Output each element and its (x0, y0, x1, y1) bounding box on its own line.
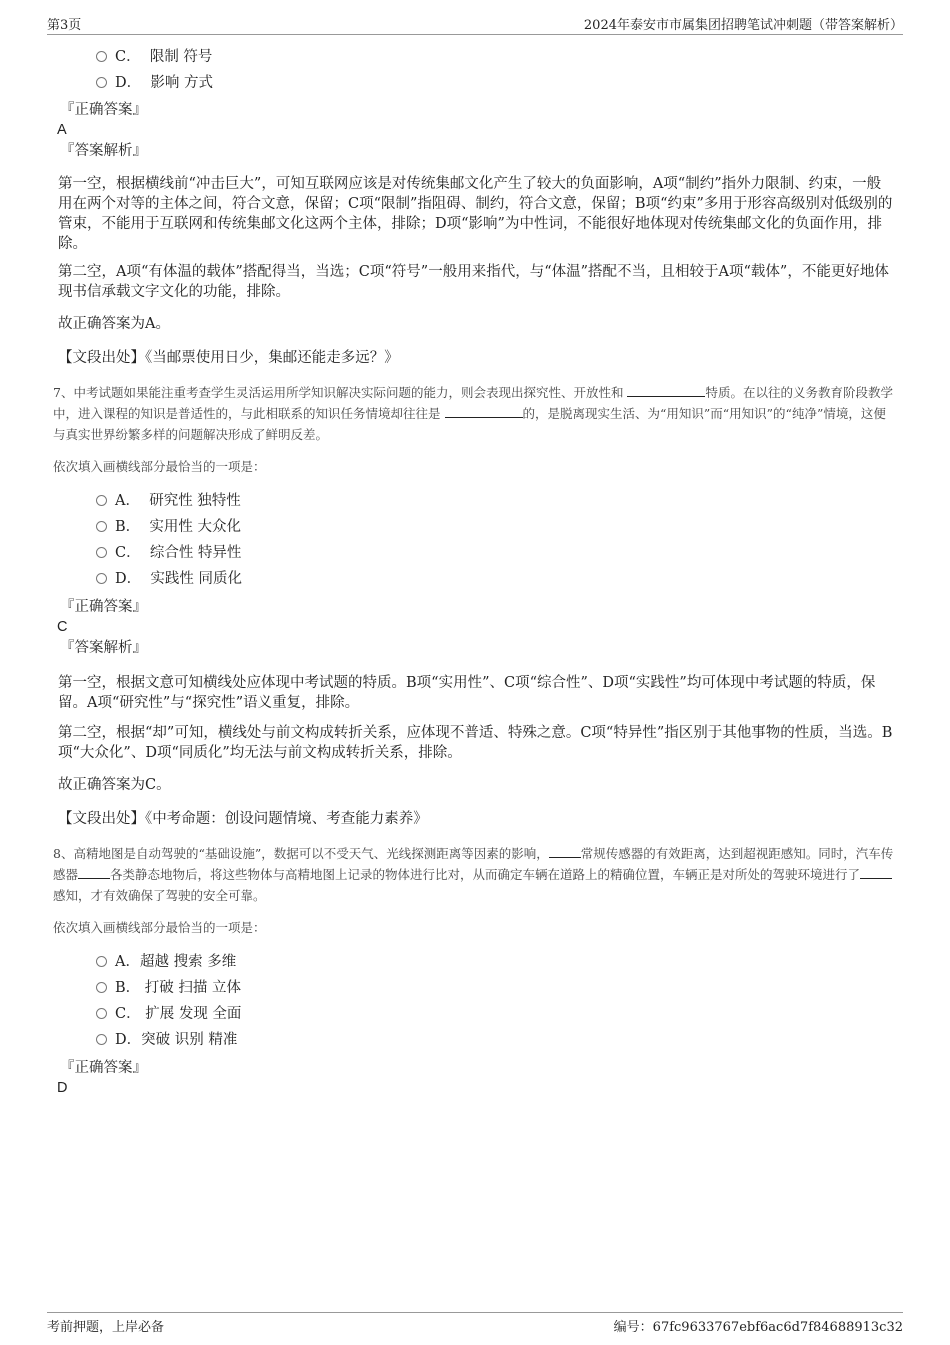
q7-analysis-para-2: 第二空，根据“却”可知，横线处与前文构成转折关系，应体现不普适、特殊之意。C项“特异性”指区别于其他事物的性质，当选。B项“大众化”、D项“同质化”均无法与前文构成转折关系，排除。 (58, 725, 893, 761)
radio-icon[interactable] (96, 573, 107, 584)
q7-answer: C (57, 619, 68, 635)
q6-source: 【文段出处】《当邮票使用日少，集邮还能走多远？》 (58, 350, 399, 366)
q8-option-c[interactable]: C． 扩展 发现 全面 (96, 1004, 241, 1024)
page-number: 第3页 (47, 18, 82, 33)
footer-slogan: 考前押题，上岸必备 (47, 1320, 165, 1335)
q6-analysis-label: 『答案解析』 (60, 143, 147, 159)
q7-stem: 7、中考试题如果能注重考查学生灵活运用所学知识解决实际问题的能力，则会表现出探究性、开放性和 特质。在以往的义务教育阶段教学中，进入课程的知识是普适性的，与此相联系的知识任务情境却往往是 的，是脱离现实生活、为“用知识”而“用知识”的“纯净”情境，这便与真实世界纷繁多样的问题解决形成了鲜明反差。 (53, 382, 898, 445)
q7-blank-1 (627, 382, 705, 397)
q8-option-a[interactable]: A．超越 搜索 多维 (96, 952, 236, 972)
radio-icon[interactable] (96, 956, 107, 967)
page-footer (47, 1312, 903, 1335)
q7-option-b[interactable]: B． 实用性 大众化 (96, 517, 241, 537)
document-title: 2024年泰安市市属集团招聘笔试冲刺题（带答案解析） (583, 18, 903, 33)
page-header (47, 14, 903, 35)
q6-option-d[interactable]: D． 影响 方式 (96, 73, 213, 93)
radio-icon[interactable] (96, 51, 107, 62)
q6-analysis-para-1: 第一空，根据横线前“冲击巨大”，可知互联网应该是对传统集邮文化产生了较大的负面影响，A项“制约”指外力限制、约束，一般用在两个对等的主体之间，符合文意，保留；C项“限制”指阻碍、制约，符合文意，保留；B项“约束”多用于形容高级别对低级别的管束，不能用于互联网和传统集邮文化这两个主体，排除；D项“影响”为中性词，不能很好地体现对传统集邮文化的负面作用，排除。 (58, 176, 893, 252)
q6-answer: A (57, 122, 67, 138)
q7-option-d[interactable]: D． 实践性 同质化 (96, 569, 242, 589)
document-code: 编号：67fc9633767ebf6ac6d7f84688913c32 (613, 1320, 903, 1335)
q8-prompt: 依次填入画横线部分最恰当的一项是： (53, 920, 266, 935)
q7-option-c[interactable]: C． 综合性 特异性 (96, 543, 241, 563)
q6-option-c[interactable]: C． 限制 符号 (96, 47, 212, 67)
radio-icon[interactable] (96, 495, 107, 506)
q6-analysis-para-2: 第二空，A项“有体温的载体”搭配得当，当选；C项“符号”一般用来指代，与“体温”搭配不当，且相较于A项“载体”，不能更好地体现书信承载文字文化的功能，排除。 (58, 264, 889, 300)
radio-icon[interactable] (96, 1034, 107, 1045)
q7-analysis-label: 『答案解析』 (60, 640, 147, 656)
q6-analysis-para-3: 故正确答案为A。 (58, 316, 170, 332)
q7-option-a[interactable]: A． 研究性 独特性 (96, 491, 241, 511)
q8-answer: D (57, 1080, 68, 1096)
radio-icon[interactable] (96, 547, 107, 558)
q8-option-d[interactable]: D．突破 识别 精准 (96, 1030, 237, 1050)
q8-blank-3 (860, 864, 892, 879)
q8-stem: 8、高精地图是自动驾驶的“基础设施”，数据可以不受天气、光线探测距离等因素的影响， 常规传感器的有效距离，达到超视距感知。同时，汽车传感器 各类静态地物后，将这些物体与高精地图上记录的物体进行比对，从而确定车辆在道路上的精确位置，车辆正是对所处的驾驶环境进行了感知，才有效确保了驾驶的安全可靠。 (53, 843, 898, 906)
q7-prompt: 依次填入画横线部分最恰当的一项是： (53, 459, 266, 474)
radio-icon[interactable] (96, 1008, 107, 1019)
q6-answer-label: 『正确答案』 (60, 102, 147, 118)
q7-source: 【文段出处】《中考命题：创设问题情境、考查能力素养》 (58, 811, 428, 827)
q8-blank-1 (549, 843, 581, 858)
radio-icon[interactable] (96, 521, 107, 532)
q8-blank-2 (78, 864, 110, 879)
q7-answer-label: 『正确答案』 (60, 599, 147, 615)
radio-icon[interactable] (96, 982, 107, 993)
radio-icon[interactable] (96, 77, 107, 88)
q8-answer-label: 『正确答案』 (60, 1060, 147, 1076)
q7-blank-2 (445, 403, 523, 418)
q7-analysis-para-1: 第一空，根据文意可知横线处应体现中考试题的特质。B项“实用性”、C项“综合性”、D项“实践性”均可体现中考试题的特质，保留。A项“研究性”与“探究性”语义重复，排除。 (58, 675, 876, 711)
q7-analysis-para-3: 故正确答案为C。 (58, 777, 171, 793)
q8-option-b[interactable]: B． 打破 扫描 立体 (96, 978, 241, 998)
